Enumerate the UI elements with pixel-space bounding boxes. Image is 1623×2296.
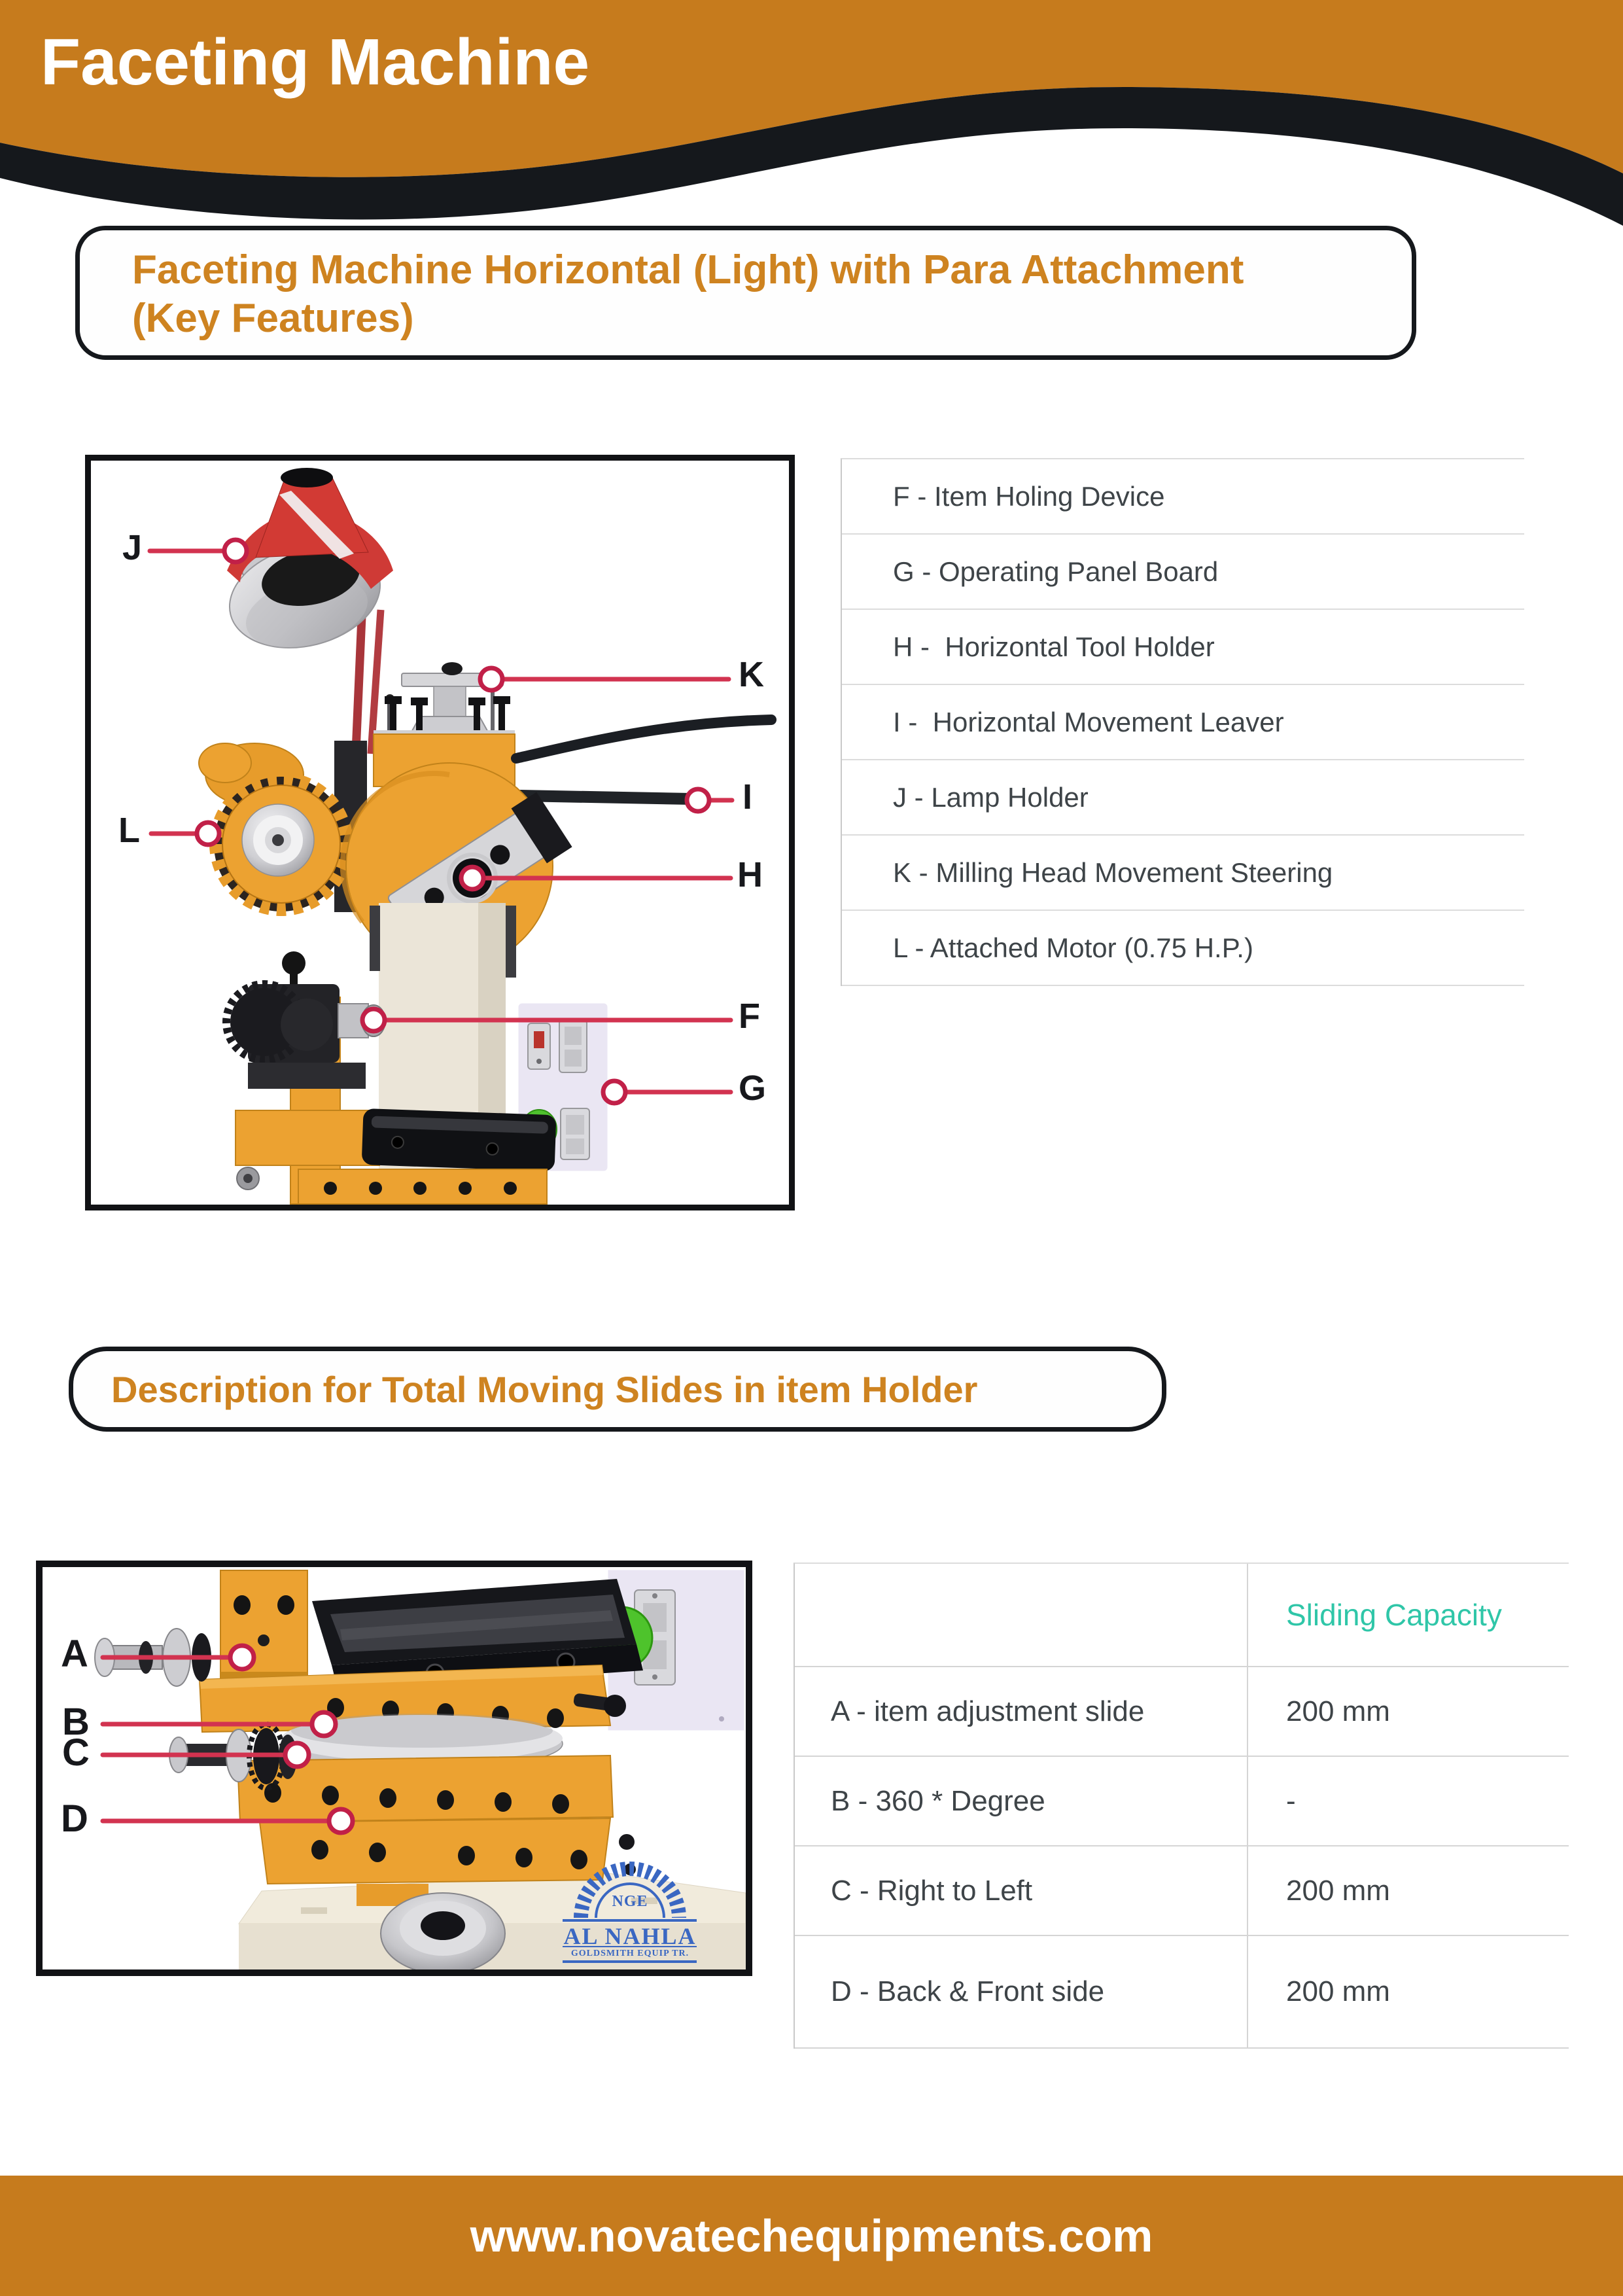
callout-letter-F: F [739,997,760,1036]
table-row [795,1936,1569,2049]
section1-title-line2: (Key Features) [132,296,414,341]
feature-row-G: G - Operating Panel Board [842,535,1524,610]
figure-item-holder-slides [36,1561,752,1976]
callout-letter-D: D [61,1797,88,1840]
feature-row-I: I - Horizontal Movement Leaver [842,685,1524,760]
table-cell-capacity: 200 mm [1286,1874,1390,1907]
callout-circle-C [285,1743,309,1767]
table-cell-item: C - Right to Left [795,1846,1248,1935]
callout-circle-F [362,1009,385,1031]
footer-band [0,2176,1623,2296]
table-row [795,1667,1569,1757]
callout-circle-G [603,1081,625,1103]
feature-row-F: F - Item Holing Device [842,459,1524,535]
table-row [795,1846,1569,1936]
cylinder-foot [381,1893,505,1969]
callout-letter-B: B [62,1701,90,1743]
footer-website-link[interactable]: www.novatechequipments.com [470,2210,1153,2261]
table-header-row [795,1564,1569,1667]
section1-title-box [75,226,1416,360]
callout-letter-L: L [118,811,140,850]
table-cell-item: D - Back & Front side [795,1936,1248,2047]
feature-row-K: K - Milling Head Movement Steering [842,836,1524,911]
feature-row-J: J - Lamp Holder [842,760,1524,836]
item-holding-device [226,951,385,1204]
logo-sub: GOLDSMITH EQUIP TR. [570,1949,689,1958]
section2-title-box [69,1347,1166,1432]
callout-circle-H [461,867,483,889]
callout-circle-I [687,789,709,811]
lamp-holder [218,468,393,663]
section1-title-line1: Faceting Machine Horizontal (Light) with Para Attachment [132,247,1244,292]
table-header-item-cell [795,1564,1248,1666]
callout-circle-K [480,668,502,690]
figure-machine-horizontal [85,455,795,1210]
table-cell-capacity: 200 mm [1286,1975,1390,2007]
section2-title: Description for Total Moving Slides in item Holder [111,1368,978,1410]
callout-circle-A [230,1646,254,1669]
callout-circle-J [224,540,247,562]
table-cell-item: A - item adjustment slide [795,1667,1248,1756]
logo-abbr: NGE [612,1893,648,1910]
key-features-table [841,458,1524,986]
callout-letter-A: A [61,1633,88,1675]
sliding-capacity-table [794,1563,1569,2049]
callout-letter-H: H [737,855,763,894]
callout-letter-J: J [122,528,143,567]
table-row [795,1757,1569,1846]
callout-circle-B [312,1712,336,1736]
callout-letter-K: K [739,655,764,694]
logo-name: AL NAHLA [563,1923,697,1949]
callout-circle-D [329,1809,353,1833]
feature-row-L: L - Attached Motor (0.75 H.P.) [842,911,1524,986]
callout-letter-G: G [739,1069,767,1108]
table-header-capacity: Sliding Capacity [1286,1598,1502,1632]
feature-row-H: H - Horizontal Tool Holder [842,610,1524,685]
attached-motor [199,743,349,911]
page-title: Faceting Machine [41,26,590,99]
table-cell-capacity: 200 mm [1286,1695,1390,1727]
table-cell-capacity: - [1286,1784,1296,1817]
callout-letter-C: C [62,1731,90,1774]
table-cell-item: B - 360 * Degree [795,1757,1248,1845]
callout-circle-L [197,822,219,845]
callout-letter-I: I [742,777,753,817]
machine1-illustration [91,461,789,1205]
